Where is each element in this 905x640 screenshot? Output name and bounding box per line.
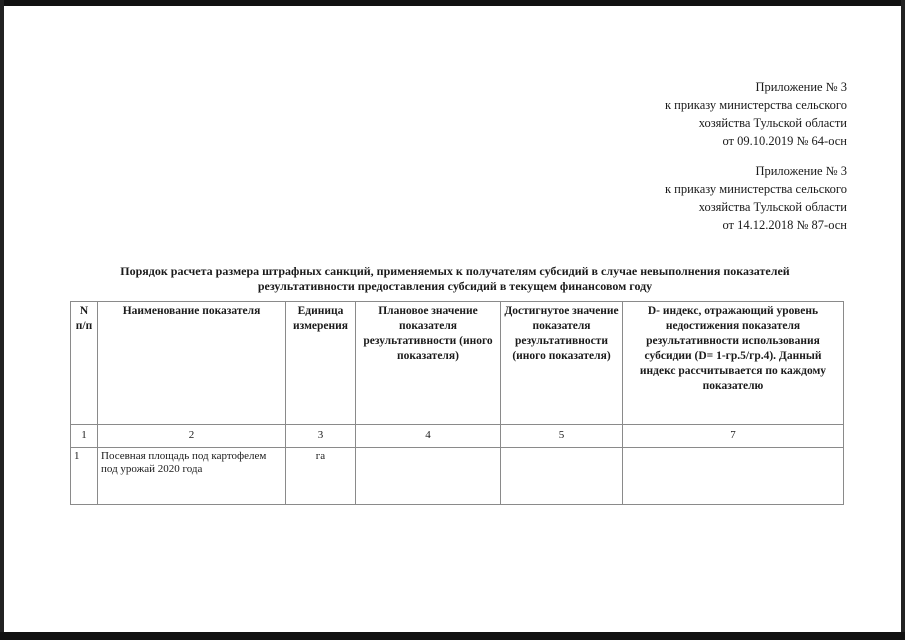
appendix-line: от 09.10.2019 № 64-осн <box>722 134 847 148</box>
indicators-table <box>70 301 844 505</box>
document-title <box>60 264 850 294</box>
cell-row-number: 1 <box>71 448 98 505</box>
appendix-note-previous <box>665 162 847 234</box>
appendix-note-current <box>665 78 847 150</box>
header-planned-value: Плановое значение показателя результативности (иного показателя) <box>356 302 501 425</box>
scan-border-left <box>0 0 4 640</box>
appendix-line: хозяйства Тульской области <box>698 116 847 130</box>
cell-planned-value <box>356 448 501 505</box>
appendix-line: от 14.12.2018 № 87-осн <box>722 218 847 232</box>
appendix-line: к приказу министерства сельского <box>664 182 847 196</box>
appendix-line: хозяйства Тульской области <box>698 200 847 214</box>
header-indicator-name: Наименование показателя <box>98 302 286 425</box>
header-achieved-value: Достигнутое значение показателя результативности (иного показателя) <box>501 302 623 425</box>
column-number: 2 <box>98 425 286 448</box>
document-title-line-2: результативности предоставления субсидий в текущем финансовом году <box>257 279 653 293</box>
cell-unit: га <box>286 448 356 505</box>
header-row-number: N п/п <box>71 302 98 425</box>
scan-border-bottom <box>0 632 905 640</box>
appendix-line: Приложение № 3 <box>755 80 847 94</box>
table-row <box>71 448 844 505</box>
column-number: 4 <box>356 425 501 448</box>
column-number: 3 <box>286 425 356 448</box>
column-number: 1 <box>71 425 98 448</box>
header-unit: Единица измерения <box>286 302 356 425</box>
column-number: 7 <box>623 425 844 448</box>
header-d-index: D- индекс, отражающий уровень недостижения показателя результативности использования субсидии (D= 1-гр.5/гр.4). Данный индекс рассчитывается по каждому показателю <box>623 302 844 425</box>
column-number: 5 <box>501 425 623 448</box>
column-numbers-row <box>71 425 844 448</box>
cell-d-index <box>623 448 844 505</box>
appendix-line: к приказу министерства сельского <box>664 98 847 112</box>
table-header-row <box>71 302 844 425</box>
document-title-line-1: Порядок расчета размера штрафных санкций, применяемых к получателям субсидий в случае невыполнения показателей <box>120 264 790 278</box>
scan-border-right <box>901 0 905 640</box>
scan-border-top <box>0 0 905 6</box>
appendix-line: Приложение № 3 <box>755 164 847 178</box>
cell-indicator-name: Посевная площадь под картофелем под урожай 2020 года <box>98 448 286 505</box>
cell-achieved-value <box>501 448 623 505</box>
